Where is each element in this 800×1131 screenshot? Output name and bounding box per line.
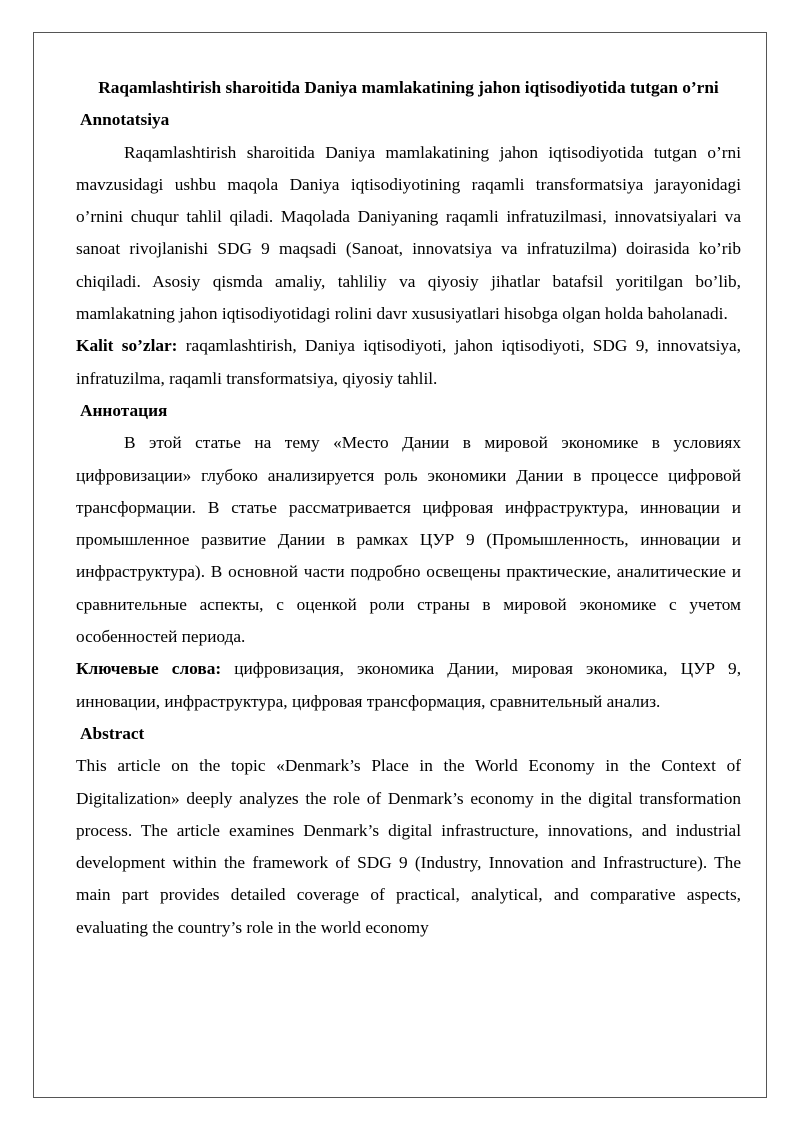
en-abstract-text: This article on the topic «Denmark’s Place in the World Economy in the Context of Digitalization» deeply analyzes the role of Denmark’s economy in the digital transformation process. The article examines Denmark’s digital infrastructure, innovations, and industrial development within the framework of SDG 9 (Industry, Innovation and Infrastructure). The main part provides detailed coverage of practical, analytical, and comparative aspects, evaluating the country’s role in the world economy <box>76 756 741 937</box>
ru-keywords-label: Ключевые слова: <box>76 659 222 679</box>
uz-annotation-heading: Annotatsiya <box>80 110 170 130</box>
en-abstract-heading: Abstract <box>80 723 145 743</box>
uz-keywords-label: Kalit so’zlar: <box>76 336 178 356</box>
ru-keywords-text: цифровизация, экономика Дании, мировая экономика, ЦУР 9, инновации, инфраструктура, цифровая трансформация, сравнительный анализ. <box>76 659 742 711</box>
uz-keywords <box>76 330 741 395</box>
document-body <box>76 72 741 944</box>
ru-annotation-text: В этой статье на тему «Место Дании в мировой экономике в условиях цифровизации» глубоко анализируется роль экономики Дании в процессе цифровой трансформации. В статье рассматривается цифровая инфраструктура, инновации и промышленное развитие Дании в рамках ЦУР 9 (Промышленность, инновации и инфраструктура). В основной части подробно освещены практические, аналитические и сравнительные аспекты, с оценкой роли страны в мировой экономике с учетом особенностей периода. <box>76 433 741 647</box>
uz-annotation-text: Raqamlashtirish sharoitida Daniya mamlakatining jahon iqtisodiyotida tutgan o’rni mavzusidagi ushbu maqola Daniya iqtisodiyotining raqamli transformatsiya jarayonidagi o’rnini chuqur tahlil qiladi. Maqolada Daniyaning raqamli infratuzilmasi, innovatsiyalari va sanoat rivojlanishi SDG 9 maqsadi (Sanoat, innovatsiya va infratuzilma) doirasida ko’rib chiqiladi. Asosiy qismda amaliy, tahliliy va qiyosiy jihatlar batafsil yoritilgan bo’lib, mamlakatning jahon iqtisodiyotidagi rolini davr xususiyatlari hisobga olgan holda baholanadi. <box>76 142 741 324</box>
ru-keywords <box>76 653 741 718</box>
document-title: Raqamlashtirish sharoitida Daniya mamlakatining jahon iqtisodiyotida tutgan o’rni <box>98 78 719 97</box>
ru-annotation-heading: Аннотация <box>80 400 168 420</box>
uz-keywords-text: raqamlashtirish, Daniya iqtisodiyoti, jahon iqtisodiyoti, SDG 9, innovatsiya, infratuzilma, raqamli transformatsiya, qiyosiy tahlil. <box>76 336 742 388</box>
